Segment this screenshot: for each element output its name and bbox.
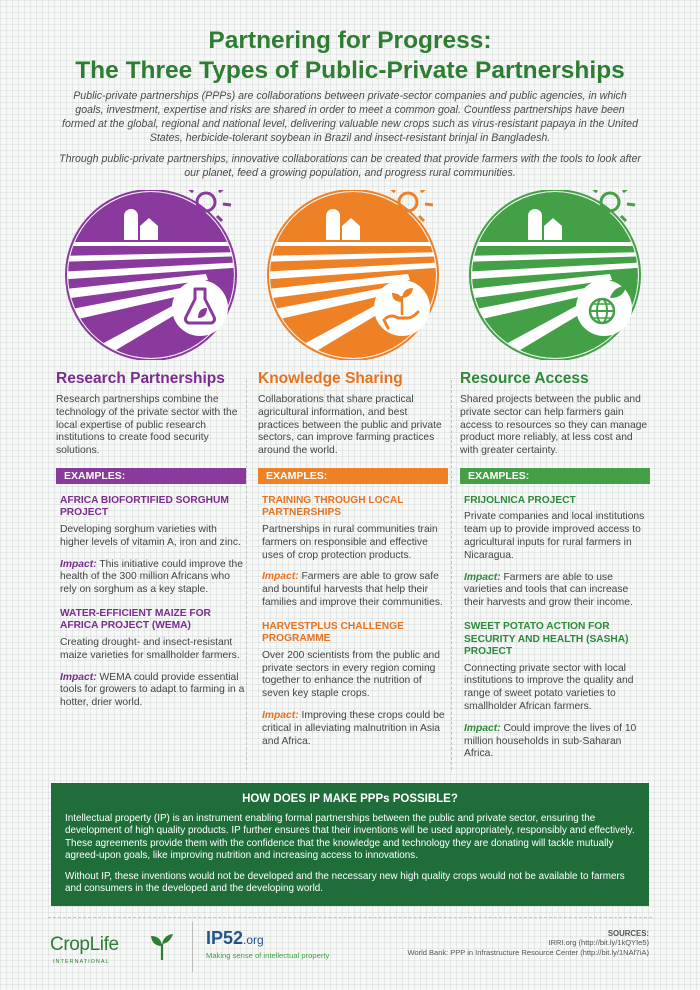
example-title: SWEET POTATO ACTION FOR SECURITY AND HEALTH (SASHA) PROJECT: [464, 621, 629, 658]
sprout-icon: [150, 932, 174, 960]
example-title: HARVESTPLUS CHALLENGE PROGRAMME: [262, 620, 404, 645]
flask-leaf-icon: [172, 280, 228, 336]
impact-text: Farmers are able to grow safe and bountiful harvests that help their families and improve their communities.: [262, 571, 443, 608]
column-divider: [451, 380, 452, 770]
example-title: AFRICA BIOFORTIFIED SORGHUM PROJECT: [60, 494, 229, 519]
examples-header: EXAMPLES:: [460, 468, 650, 484]
impact-label: Impact:: [464, 722, 501, 734]
example-impact: [56, 672, 246, 710]
intro-paragraph-2: Through public-private partnerships, innovative collaborations can be created that provide farmers with the tools to look after our planet, feed a growing population, and progress rural communities.: [59, 153, 641, 179]
example-impact: [460, 572, 650, 610]
resource-access-emblem: [460, 190, 650, 360]
column-resource-access: [460, 190, 650, 761]
examples-header: EXAMPLES:: [258, 468, 448, 484]
ip-box-paragraph-2: Without IP, these inventions would not be developed and the necessary new high quality crops would not be available to farmers and consumers in the developed and the developing world.: [65, 870, 625, 895]
impact-label: Impact:: [262, 709, 299, 721]
impact-text: Farmers are able to use varieties and tools that can increase their harvests and grow their income.: [464, 571, 633, 609]
example-description: Partnerships in rural communities train farmers on responsible and effective uses of crop protection products.: [262, 523, 438, 561]
croplife-logo: [50, 934, 180, 974]
impact-label: Impact:: [262, 571, 299, 583]
ip52-tagline: Making sense of intellectual property: [206, 951, 330, 960]
footer-logo-divider: [192, 922, 193, 972]
knowledge-sharing-emblem: [258, 190, 448, 360]
ip52-name: IP52: [206, 928, 244, 948]
ip-box-paragraph-1: Intellectual property (IP) is an instrument enabling formal partnerships between the public and private sector, ensuring the development of high quality products. IP further ensures that their inventions will be used appropriately, responsibly and effectively. These agreements provide them with the confidence that the knowledge and technology they are donating will tackle mutually agreed-upon goals, like improving nutrition and increasing access to innovations.: [65, 813, 635, 862]
impact-label: Impact:: [60, 558, 97, 570]
intro-paragraph-1: Public-private partnerships (PPPs) are collaborations between private-sector companies and public agencies, in which goals, investment, expertise and risks are shared in order to meet a common goal. Countless partnerships have been formed at the global, regional and national level, delivering valuable new crops such as virus-resistant papaya in the United States, herbicide-tolerant soybean in Brazil and insect-resistant brinjal in Bangladesh.: [62, 90, 638, 144]
croplife-subtitle: INTERNATIONAL: [53, 959, 110, 965]
title-line-1: Partnering for Progress:: [208, 27, 492, 54]
title-line-2: The Three Types of Public-Private Partnerships: [75, 57, 625, 84]
hand-sprout-icon: [374, 280, 430, 336]
example-description: Creating drought- and insect-resistant maize varieties for smallholder farmers.: [60, 636, 240, 661]
impact-label: Impact:: [464, 571, 501, 583]
source-item: IRRI.org (http://bit.ly/1kQYIe5): [548, 938, 649, 948]
example-description: Developing sorghum varieties with higher levels of vitamin A, iron and zinc.: [60, 523, 241, 548]
column-title: Resource Access: [460, 370, 589, 387]
impact-text: Improving these crops could be critical in alleviating malnutrition in Asia and Africa.: [262, 709, 445, 747]
source-item: World Bank: PPP in Infrastructure Resource Center (http://bit.ly/1NAf7iA): [407, 947, 649, 957]
ip52-suffix: .org: [243, 933, 264, 947]
examples-header: EXAMPLES:: [56, 468, 246, 484]
ip52-wordmark: [206, 928, 329, 949]
sources-label: SOURCES:: [607, 929, 649, 938]
example-impact: [258, 710, 448, 748]
example-description: Private companies and local institutions team up to provide improved access to agricultural inputs for rural farmers in Nicaragua.: [464, 511, 645, 561]
column-knowledge-sharing: [258, 190, 448, 748]
example-title: FRIJOLNICA PROJECT: [464, 494, 576, 506]
sources: [408, 929, 650, 957]
example-impact: [258, 571, 448, 609]
impact-text: Could improve the lives of 10 million households in sub-Saharan Africa.: [464, 722, 637, 760]
impact-text: WEMA could provide essential tools for growers to adapt to farming in a hotter, drier world.: [60, 671, 245, 709]
column-title: Knowledge Sharing: [258, 370, 403, 387]
example-description: Over 200 scientists from the public and private sectors in every region coming together to enhance the nutrition of seven key staple crops.: [262, 649, 440, 700]
example-title: TRAINING THROUGH LOCAL PARTNERSHIPS: [262, 494, 404, 519]
example-title: WATER-EFFICIENT MAIZE FOR AFRICA PROJECT (WEMA): [60, 607, 211, 632]
example-description: Connecting private sector with local institutions to improve the quality and range of sweet potato varieties to smallholder African farmers.: [464, 662, 634, 712]
column-divider: [246, 380, 247, 770]
ip52-logo: [206, 928, 329, 960]
research-partnership-emblem: [56, 190, 246, 360]
example-impact: [460, 723, 650, 761]
example-impact: [56, 559, 246, 597]
column-description: Shared projects between the public and private sector can help farmers gain access to resources so they can manage product more reliably, at less cost and with greater certainty.: [460, 394, 648, 457]
ip-info-box: [51, 783, 649, 906]
intro: [58, 89, 642, 180]
column-research-partnerships: [56, 190, 246, 710]
globe-leaf-icon: [576, 280, 632, 336]
column-description: Collaborations that share practical agricultural information, and best practices between the public and private sectors, can improve farming practices around the world.: [258, 394, 442, 457]
impact-text: This initiative could improve the health of the 300 million Africans who rely on sorghum as a key staple.: [60, 558, 243, 596]
impact-label: Impact:: [60, 671, 97, 683]
column-title: Research Partnerships: [56, 370, 225, 387]
footer-divider: [48, 917, 652, 918]
ip-box-heading: HOW DOES IP MAKE PPPs POSSIBLE?: [242, 793, 458, 805]
page-title: [0, 26, 700, 86]
croplife-name: CropLife: [50, 934, 119, 955]
column-description: Research partnerships combine the technology of the private sector with the local expertise of public research institutions to create food security solutions.: [56, 394, 238, 457]
